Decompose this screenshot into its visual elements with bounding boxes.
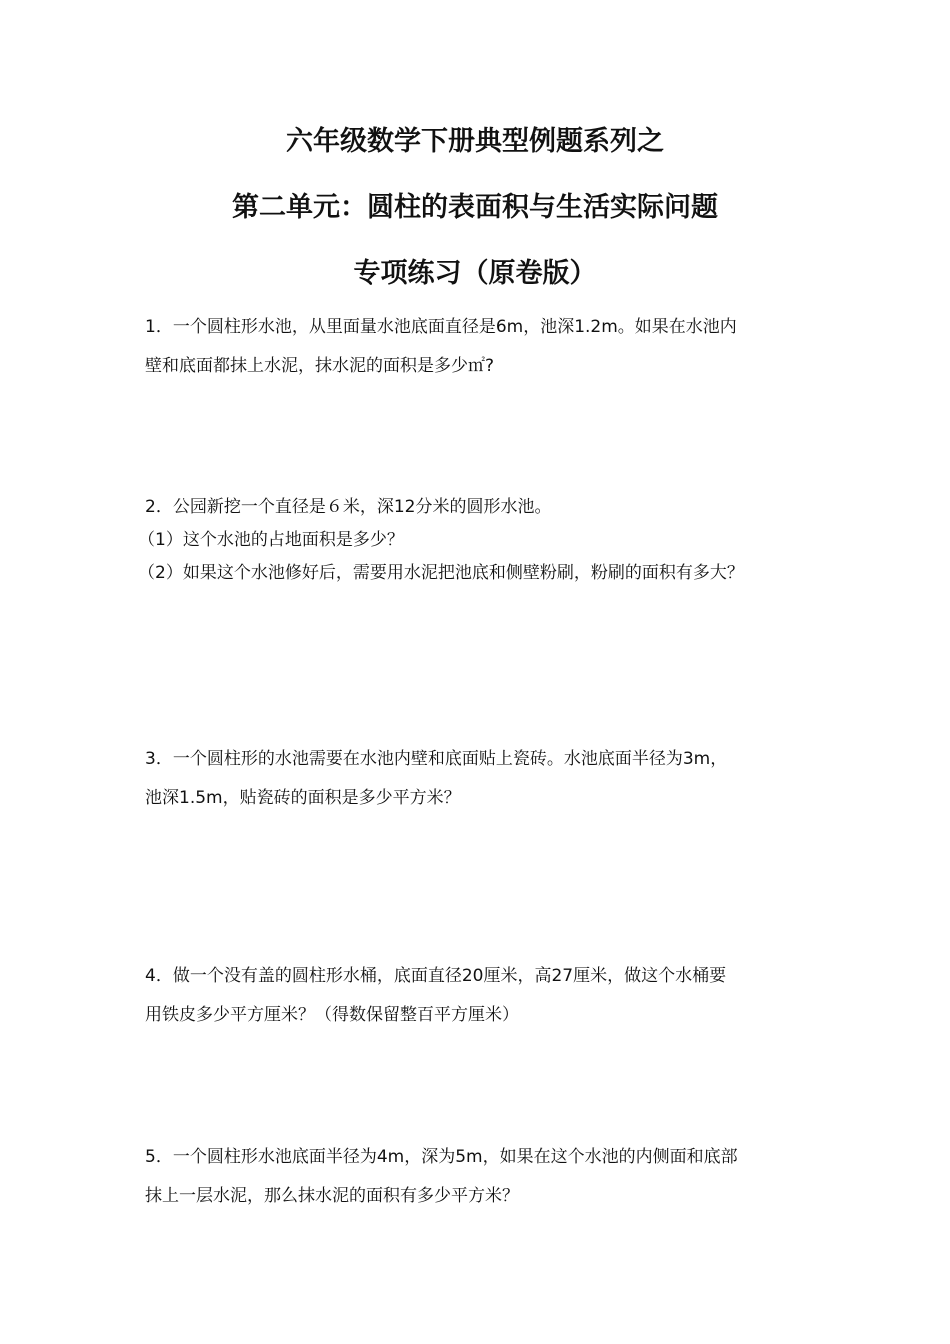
question-2-part-1: （1）这个水池的占地面积是多少？ xyxy=(138,530,404,550)
question-3 xyxy=(145,750,835,808)
question-4-line-2: 用铁皮多少平方厘米？（得数保留整百平方厘米） xyxy=(145,1005,519,1025)
question-1-line-2: 壁和底面都抹上水泥，抹水泥的面积是多少㎡? xyxy=(145,356,495,376)
document-title-unit: 第二单元：圆柱的表面积与生活实际问题 xyxy=(232,192,718,223)
question-4 xyxy=(145,967,835,1025)
question-2-part-2: （2）如果这个水池修好后，需要用水泥把池底和侧壁粉刷，粉刷的面积有多大？ xyxy=(138,563,744,583)
question-2 xyxy=(138,497,835,583)
question-1 xyxy=(145,318,835,376)
question-3-line-1: 3．一个圆柱形的水池需要在水池内壁和底面贴上瓷砖。水池底面半径为3m， xyxy=(145,749,728,769)
question-3-line-2: 池深1.5m，贴瓷砖的面积是多少平方米？ xyxy=(145,788,461,808)
question-2-stem: 2．公园新挖一个直径是６米，深12分米的圆形水池。 xyxy=(145,497,552,517)
document-title-series: 六年级数学下册典型例题系列之 xyxy=(286,126,664,157)
question-4-line-1: 4．做一个没有盖的圆柱形水桶，底面直径20厘米，高27厘米，做这个水桶要 xyxy=(145,966,727,986)
question-5-line-1: 5．一个圆柱形水池底面半径为4m，深为5m，如果在这个水池的内侧面和底部 xyxy=(145,1147,738,1167)
question-5-line-2: 抹上一层水泥，那么抹水泥的面积有多少平方米？ xyxy=(145,1186,519,1206)
document-title-edition: 专项练习（原卷版） xyxy=(353,258,597,289)
question-1-line-1: 1．一个圆柱形水池，从里面量水池底面直径是6m，池深1.2m。如果在水池内 xyxy=(145,317,737,337)
question-5 xyxy=(145,1148,835,1206)
